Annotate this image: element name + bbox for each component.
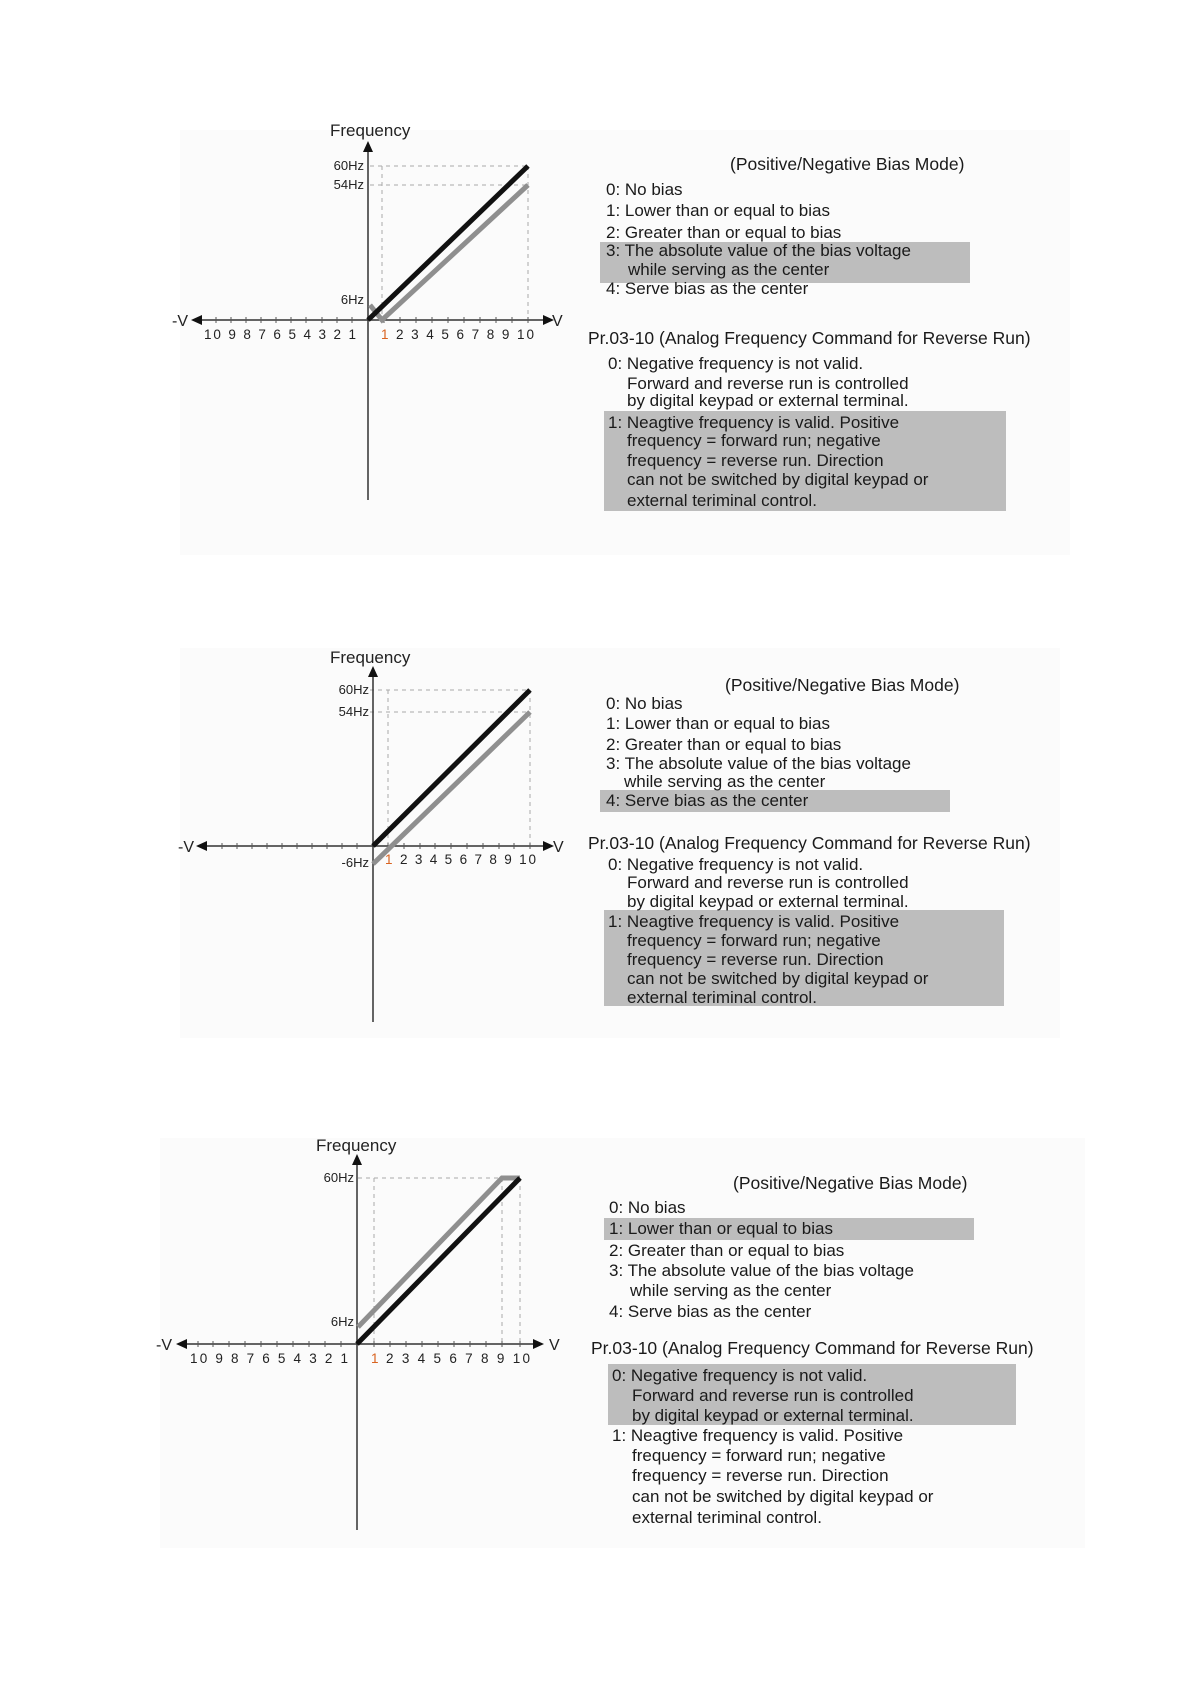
pr-option-1-line4: can not be switched by digital keypad or <box>627 470 929 489</box>
pos-tick-first: 1 <box>371 1351 379 1366</box>
pr-03-10-title: Pr.03-10 (Analog Frequency Command for Reverse Run) <box>588 833 1031 853</box>
pr-option-0: 0: Negative frequency is not valid. <box>612 1366 868 1385</box>
neg-v-label: -V <box>156 1337 172 1354</box>
tick-54hz: 54Hz <box>338 704 369 719</box>
bias-option-0: 0: No bias <box>606 694 683 713</box>
pr-option-1: 1: Neagtive frequency is valid. Positive <box>608 413 900 432</box>
bias-option-3: 3: The absolute value of the bias voltage <box>609 1261 914 1280</box>
bias-option-1: 1: Lower than or equal to bias <box>609 1219 833 1238</box>
pos-v-label: V <box>549 1337 560 1354</box>
pr-option-1-line3: frequency = reverse run. Direction <box>632 1466 889 1485</box>
bias-option-3: 3: The absolute value of the bias voltage <box>606 241 911 260</box>
neg-v-label: -V <box>178 839 194 856</box>
pr-option-0-line2: Forward and reverse run is controlled <box>627 374 909 393</box>
pr-option-1: 1: Neagtive frequency is valid. Positive <box>608 912 900 931</box>
y-axis-label: Frequency <box>316 1136 397 1155</box>
pr-option-1-line4: can not be switched by digital keypad or <box>632 1487 934 1506</box>
neg-v-label: -V <box>172 313 188 330</box>
bias-option-3-cont: while serving as the center <box>630 1281 832 1300</box>
pr-option-0-line3: by digital keypad or external terminal. <box>627 391 909 410</box>
pos-tick-labels: 2 3 4 5 6 7 8 9 10 <box>396 327 534 342</box>
bias-option-4: 4: Serve bias as the center <box>609 1302 812 1321</box>
pr-option-0-line3: by digital keypad or external terminal. <box>632 1406 914 1425</box>
pr-option-1-line5: external teriminal control. <box>627 988 817 1007</box>
bias-option-3-cont: while serving as the center <box>628 260 830 279</box>
pos-v-label: V <box>553 839 564 856</box>
black-characteristic-line <box>357 1178 520 1344</box>
x-axis-left-arrow <box>176 1339 187 1349</box>
bias-option-3-cont: while serving as the center <box>624 772 826 791</box>
tick-54hz: 54Hz <box>333 177 364 192</box>
pr-option-1-line3: frequency = reverse run. Direction <box>627 950 884 969</box>
tick-60hz: 60Hz <box>338 682 369 697</box>
pos-tick-first: 1 <box>385 852 393 867</box>
pr-option-1-line2: frequency = forward run; negative <box>627 931 881 950</box>
pr-option-0-line2: Forward and reverse run is controlled <box>627 873 909 892</box>
bias-option-0: 0: No bias <box>609 1198 686 1217</box>
pr-option-0: 0: Negative frequency is not valid. <box>608 354 864 373</box>
neg-tick-labels: 10 9 8 7 6 5 4 3 2 1 <box>204 327 356 342</box>
bias-option-1: 1: Lower than or equal to bias <box>606 201 830 220</box>
pr-option-1-line5: external teriminal control. <box>627 491 817 510</box>
bias-mode-title: (Positive/Negative Bias Mode) <box>725 675 960 695</box>
tick-6hz: 6Hz <box>330 1314 354 1329</box>
y-axis-label: Frequency <box>330 648 411 667</box>
neg-tick-labels: 10 9 8 7 6 5 4 3 2 1 <box>190 1351 348 1366</box>
pos-tick-labels: 2 3 4 5 6 7 8 9 10 <box>386 1351 530 1366</box>
chart-panel-3 <box>0 0 600 1560</box>
bias-mode-title: (Positive/Negative Bias Mode) <box>730 154 965 174</box>
pr-option-1-line2: frequency = forward run; negative <box>627 431 881 450</box>
bias-option-2: 2: Greater than or equal to bias <box>606 735 842 754</box>
bias-option-3: 3: The absolute value of the bias voltage <box>606 754 911 773</box>
tick-60hz: 60Hz <box>333 158 364 173</box>
bias-option-4: 4: Serve bias as the center <box>606 279 809 298</box>
pr-option-1-line2: frequency = forward run; negative <box>632 1446 886 1465</box>
bias-mode-title: (Positive/Negative Bias Mode) <box>733 1173 968 1193</box>
pos-v-label: V <box>552 313 563 330</box>
tick-60hz: 60Hz <box>323 1170 354 1185</box>
bias-option-4: 4: Serve bias as the center <box>606 791 809 810</box>
y-axis-arrow <box>352 1154 362 1165</box>
pr-03-10-title: Pr.03-10 (Analog Frequency Command for Reverse Run) <box>591 1338 1034 1358</box>
y-axis-label: Frequency <box>330 121 411 140</box>
pos-tick-labels: 2 3 4 5 6 7 8 9 10 <box>400 852 536 867</box>
pr-option-0-line3: by digital keypad or external terminal. <box>627 892 909 911</box>
pr-option-1: 1: Neagtive frequency is valid. Positive <box>612 1426 904 1445</box>
pr-option-1-line4: can not be switched by digital keypad or <box>627 969 929 988</box>
pr-option-1-line3: frequency = reverse run. Direction <box>627 451 884 470</box>
tick-6hz: 6Hz <box>340 292 364 307</box>
pr-03-10-title: Pr.03-10 (Analog Frequency Command for Reverse Run) <box>588 328 1031 348</box>
tick-neg6hz: -6Hz <box>341 855 369 870</box>
bias-option-2: 2: Greater than or equal to bias <box>609 1241 845 1260</box>
pos-tick-first: 1 <box>381 327 389 342</box>
bias-option-0: 0: No bias <box>606 180 683 199</box>
pr-option-1-line5: external teriminal control. <box>632 1508 822 1527</box>
pr-option-0: 0: Negative frequency is not valid. <box>608 855 864 874</box>
bias-option-1: 1: Lower than or equal to bias <box>606 714 830 733</box>
pr-option-0-line2: Forward and reverse run is controlled <box>632 1386 914 1405</box>
x-axis-right-arrow <box>533 1339 544 1349</box>
bias-option-2: 2: Greater than or equal to bias <box>606 223 842 242</box>
